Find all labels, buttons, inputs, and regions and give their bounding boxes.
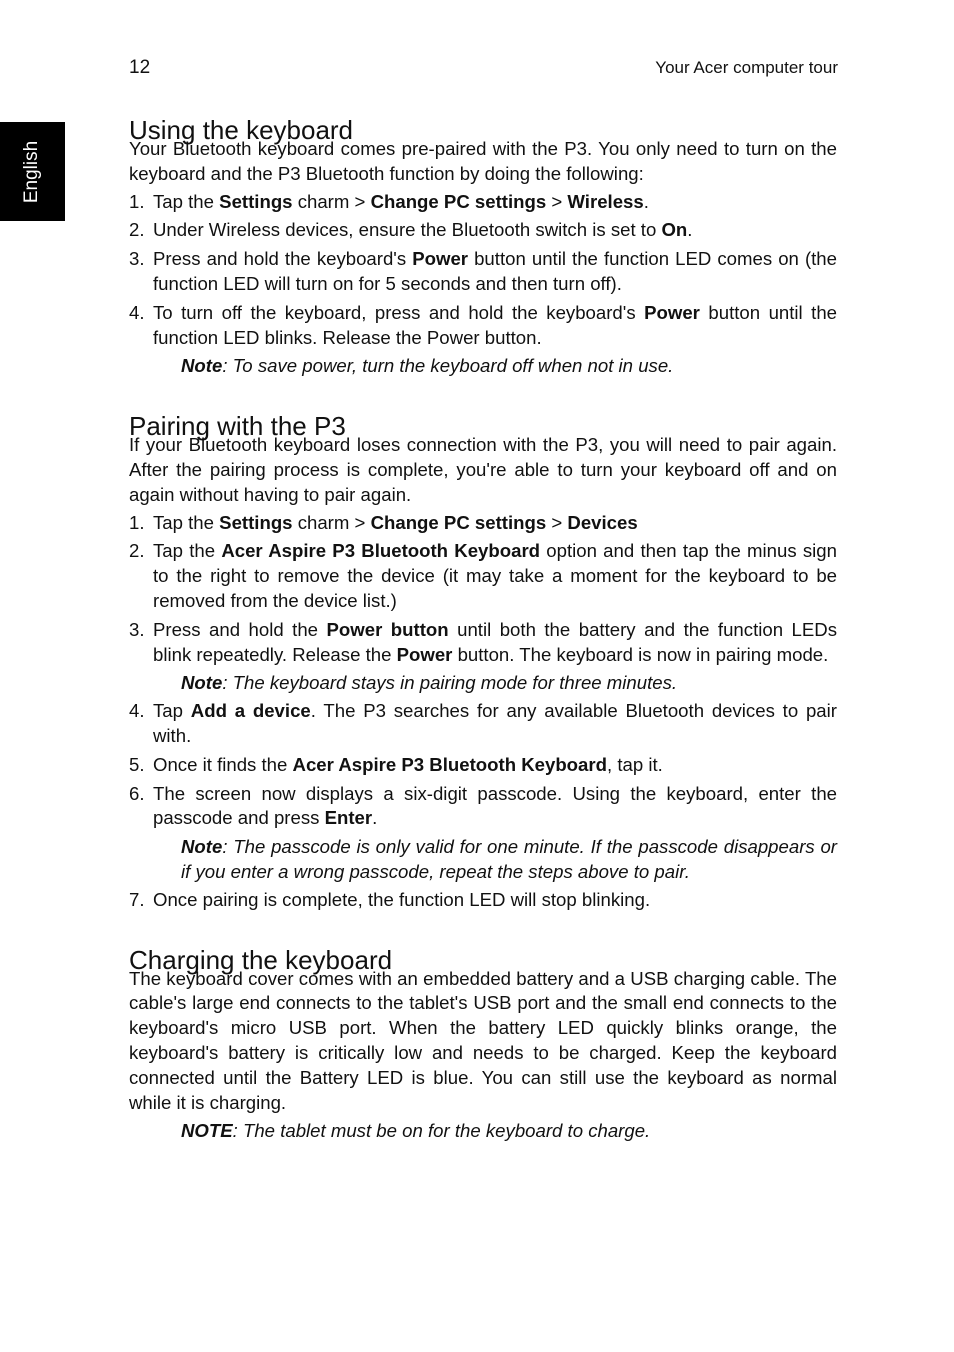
list-item xyxy=(129,301,837,351)
bold-term: On xyxy=(661,219,688,241)
section-intro: Your Bluetooth keyboard comes pre-paired with the P3. You only need to turn on the keyboard and the P3 Bluetooth function by doing the following: xyxy=(129,138,837,184)
section-intro: The keyboard cover comes with an embedded battery and a USB charging cable. The cable's large end connects to the tablet's USB port and the small end connects to the keyboard's micro USB port. When the battery LED quickly blinks orange, the keyboard's battery is critically low and needs to be charged. Keep the keyboard connected until the Battery LED is blue. You can still use the keyboard as normal while it is charging. xyxy=(129,967,837,1113)
step-text: Under Wireless devices, ensure the Bluetooth switch is set to xyxy=(153,219,662,241)
page-content xyxy=(129,115,837,1147)
bold-term: Devices xyxy=(567,511,638,533)
language-tab xyxy=(0,122,65,221)
step-text: Press and hold the keyboard's xyxy=(153,248,413,270)
section-title: Pairing with the P3 xyxy=(129,411,346,442)
steps-list xyxy=(129,511,837,913)
bold-term: Power button xyxy=(326,618,449,640)
list-item xyxy=(129,511,837,536)
step-text: . xyxy=(643,190,649,212)
step-text: Tap xyxy=(153,700,191,722)
note-label: Note xyxy=(181,672,223,694)
note xyxy=(181,671,837,696)
bold-term: Power xyxy=(396,643,453,665)
note xyxy=(181,354,837,379)
note-label: NOTE xyxy=(181,1120,233,1142)
list-item xyxy=(129,190,837,215)
section-intro: If your Bluetooth keyboard loses connection with the P3, you will need to pair again. After the pairing process is complete, you're able to turn your keyboard off and on again without having to pair again. xyxy=(129,434,837,505)
step-number: 3. xyxy=(129,248,145,270)
list-item xyxy=(129,618,837,668)
section-pairing xyxy=(129,411,837,912)
steps-list xyxy=(129,190,837,351)
note-text: : The keyboard stays in pairing mode for three minutes. xyxy=(222,672,678,694)
note xyxy=(181,835,837,885)
step-text: option and then tap the minus sign to the right to remove the device (it may take a moment for the keyboard to be removed from the device list.) xyxy=(153,540,837,611)
bold-term: Acer Aspire P3 Bluetooth Keyboard xyxy=(221,540,541,562)
step-text: . The P3 searches for any available Bluetooth devices to pair with. xyxy=(153,700,837,746)
step-text: until both the battery and the function LEDs blink repeatedly. Release the xyxy=(153,618,838,665)
step-text: , tap it. xyxy=(606,753,663,775)
bold-term: Settings xyxy=(219,511,293,533)
list-item xyxy=(129,218,837,243)
note-text: : The tablet must be on for the keyboard to charge. xyxy=(232,1120,651,1142)
bold-term: Add a device xyxy=(190,700,311,722)
list-item xyxy=(129,699,837,749)
bold-term: Change PC settings xyxy=(370,511,547,533)
step-number: 2. xyxy=(129,540,145,562)
note-label: Note xyxy=(181,355,223,377)
note-label: Note xyxy=(181,836,223,858)
step-number: 6. xyxy=(129,782,145,804)
bold-term: Power xyxy=(644,301,700,323)
bold-term: Change PC settings xyxy=(370,190,547,212)
step-text: Tap the xyxy=(153,511,220,533)
running-header: Your Acer computer tour xyxy=(655,58,838,77)
bold-term: Settings xyxy=(219,190,293,212)
step-text: Once it finds the xyxy=(153,753,293,775)
step-number: 4. xyxy=(129,700,145,722)
step-text: . xyxy=(372,807,378,829)
note-text: : The passcode is only valid for one minute. If the passcode disappears or if you enter a wrong passcode, repeat the steps above to pair. xyxy=(181,836,837,882)
step-number: 1. xyxy=(129,511,145,533)
language-tab-label: English xyxy=(21,140,42,204)
step-number: 7. xyxy=(129,888,145,910)
step-text: . xyxy=(687,219,693,241)
note-text: : To save power, turn the keyboard off when not in use. xyxy=(222,355,674,377)
step-text: charm > xyxy=(292,190,371,212)
step-text: Tap the xyxy=(153,190,220,212)
step-number: 2. xyxy=(129,219,145,241)
bold-term: Acer Aspire P3 Bluetooth Keyboard xyxy=(292,753,607,775)
step-text: Press and hold the xyxy=(153,618,327,640)
section-title: Using the keyboard xyxy=(129,115,354,145)
bold-term: Enter xyxy=(324,807,373,829)
step-text: > xyxy=(546,511,568,533)
step-text: button until the function LED comes on (the function LED will turn on for 5 seconds and then turn off). xyxy=(153,248,837,294)
step-number: 4. xyxy=(129,301,145,323)
step-text: button until the function LED blinks. Release the Power button. xyxy=(153,301,837,348)
section-charging xyxy=(129,945,837,1145)
step-text: The screen now displays a six-digit passcode. Using the keyboard, enter the passcode and press xyxy=(153,782,837,829)
step-text: > xyxy=(546,190,568,212)
bold-term: Wireless xyxy=(567,190,644,212)
page-number: 12 xyxy=(129,57,151,78)
list-item xyxy=(129,247,837,297)
list-item xyxy=(129,539,837,613)
bold-term: Power xyxy=(412,248,469,270)
step-text: charm > xyxy=(292,511,371,533)
section-title: Charging the keyboard xyxy=(129,944,393,975)
list-item xyxy=(129,888,837,913)
step-number: 1. xyxy=(129,190,145,212)
step-number: 3. xyxy=(129,618,145,640)
list-item xyxy=(129,782,837,832)
step-text: Once pairing is complete, the function LED will stop blinking. xyxy=(153,888,651,910)
step-text: To turn off the keyboard, press and hold the keyboard's xyxy=(153,301,645,323)
step-text: Tap the xyxy=(153,540,222,562)
step-number: 5. xyxy=(129,753,145,775)
section-using-keyboard xyxy=(129,115,837,379)
list-item xyxy=(129,753,837,778)
note xyxy=(181,1119,837,1144)
step-text: button. The keyboard is now in pairing mode. xyxy=(452,643,829,665)
